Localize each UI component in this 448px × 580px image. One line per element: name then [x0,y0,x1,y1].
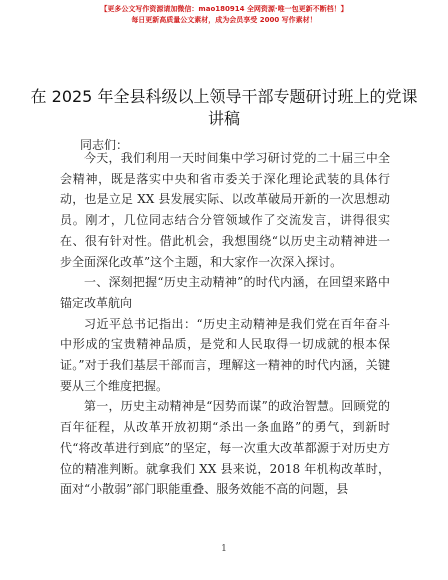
promo-banner [0,4,448,26]
greeting: 同志们： [80,138,129,152]
document-title: 在 2025 年全县科级以上领导干部专题研讨班上的党课讲稿 [30,87,418,128]
promo-line-1: 【更多公文写作资源请加微信：mao180914 全网资源·唯一包更新不断档！】 [100,5,348,13]
promo-line-2: 每日更新高质量公文素材，成为会员享受 2000 写作素材！ [131,16,317,24]
paragraph-quote: 习近平总书记指出：“历史主动精神是我们党在百年奋斗中形成的宝贵精神品质，是党和人民取得一切成就的根本保证。”对于我们基层干部而言，理解这一精神的时代内涵，关键要从三个维度把握。 [60,316,390,393]
paragraph-intro: 今天，我们利用一天时间集中学习研讨党的二十届三中全会精神，既是落实中央和省市委关于深化理论武装的具体行动，也是立足 XX 县发展实际、以改革破局开新的一次思想动员。刚才，几位同志结合分管领域作了交流发言，讲得很实在、很有针对性。借此机会，我想围绕“以历史主动精神进一步全面深化改革”这个主题，和大家作一次深入探讨。 [60,151,390,269]
paragraph-first-point: 第一，历史主动精神是“因势而谋”的政治智慧。回顾党的百年征程，从改革开放初期“杀出一条血路”的勇气，到新时代“将改革进行到底”的坚定，每一次重大改革都源于对历史方位的精准判断。就拿我们 XX 县来说，2018 年机构改革时，面对“小散弱”部门职能重叠、服务效能不高的问题，县 [60,399,390,497]
page-number: 1 [221,544,227,554]
section-heading-1: 一、深刻把握“历史主动精神”的时代内涵，在回望来路中锚定改革航向 [60,275,390,310]
document-body [60,148,390,500]
